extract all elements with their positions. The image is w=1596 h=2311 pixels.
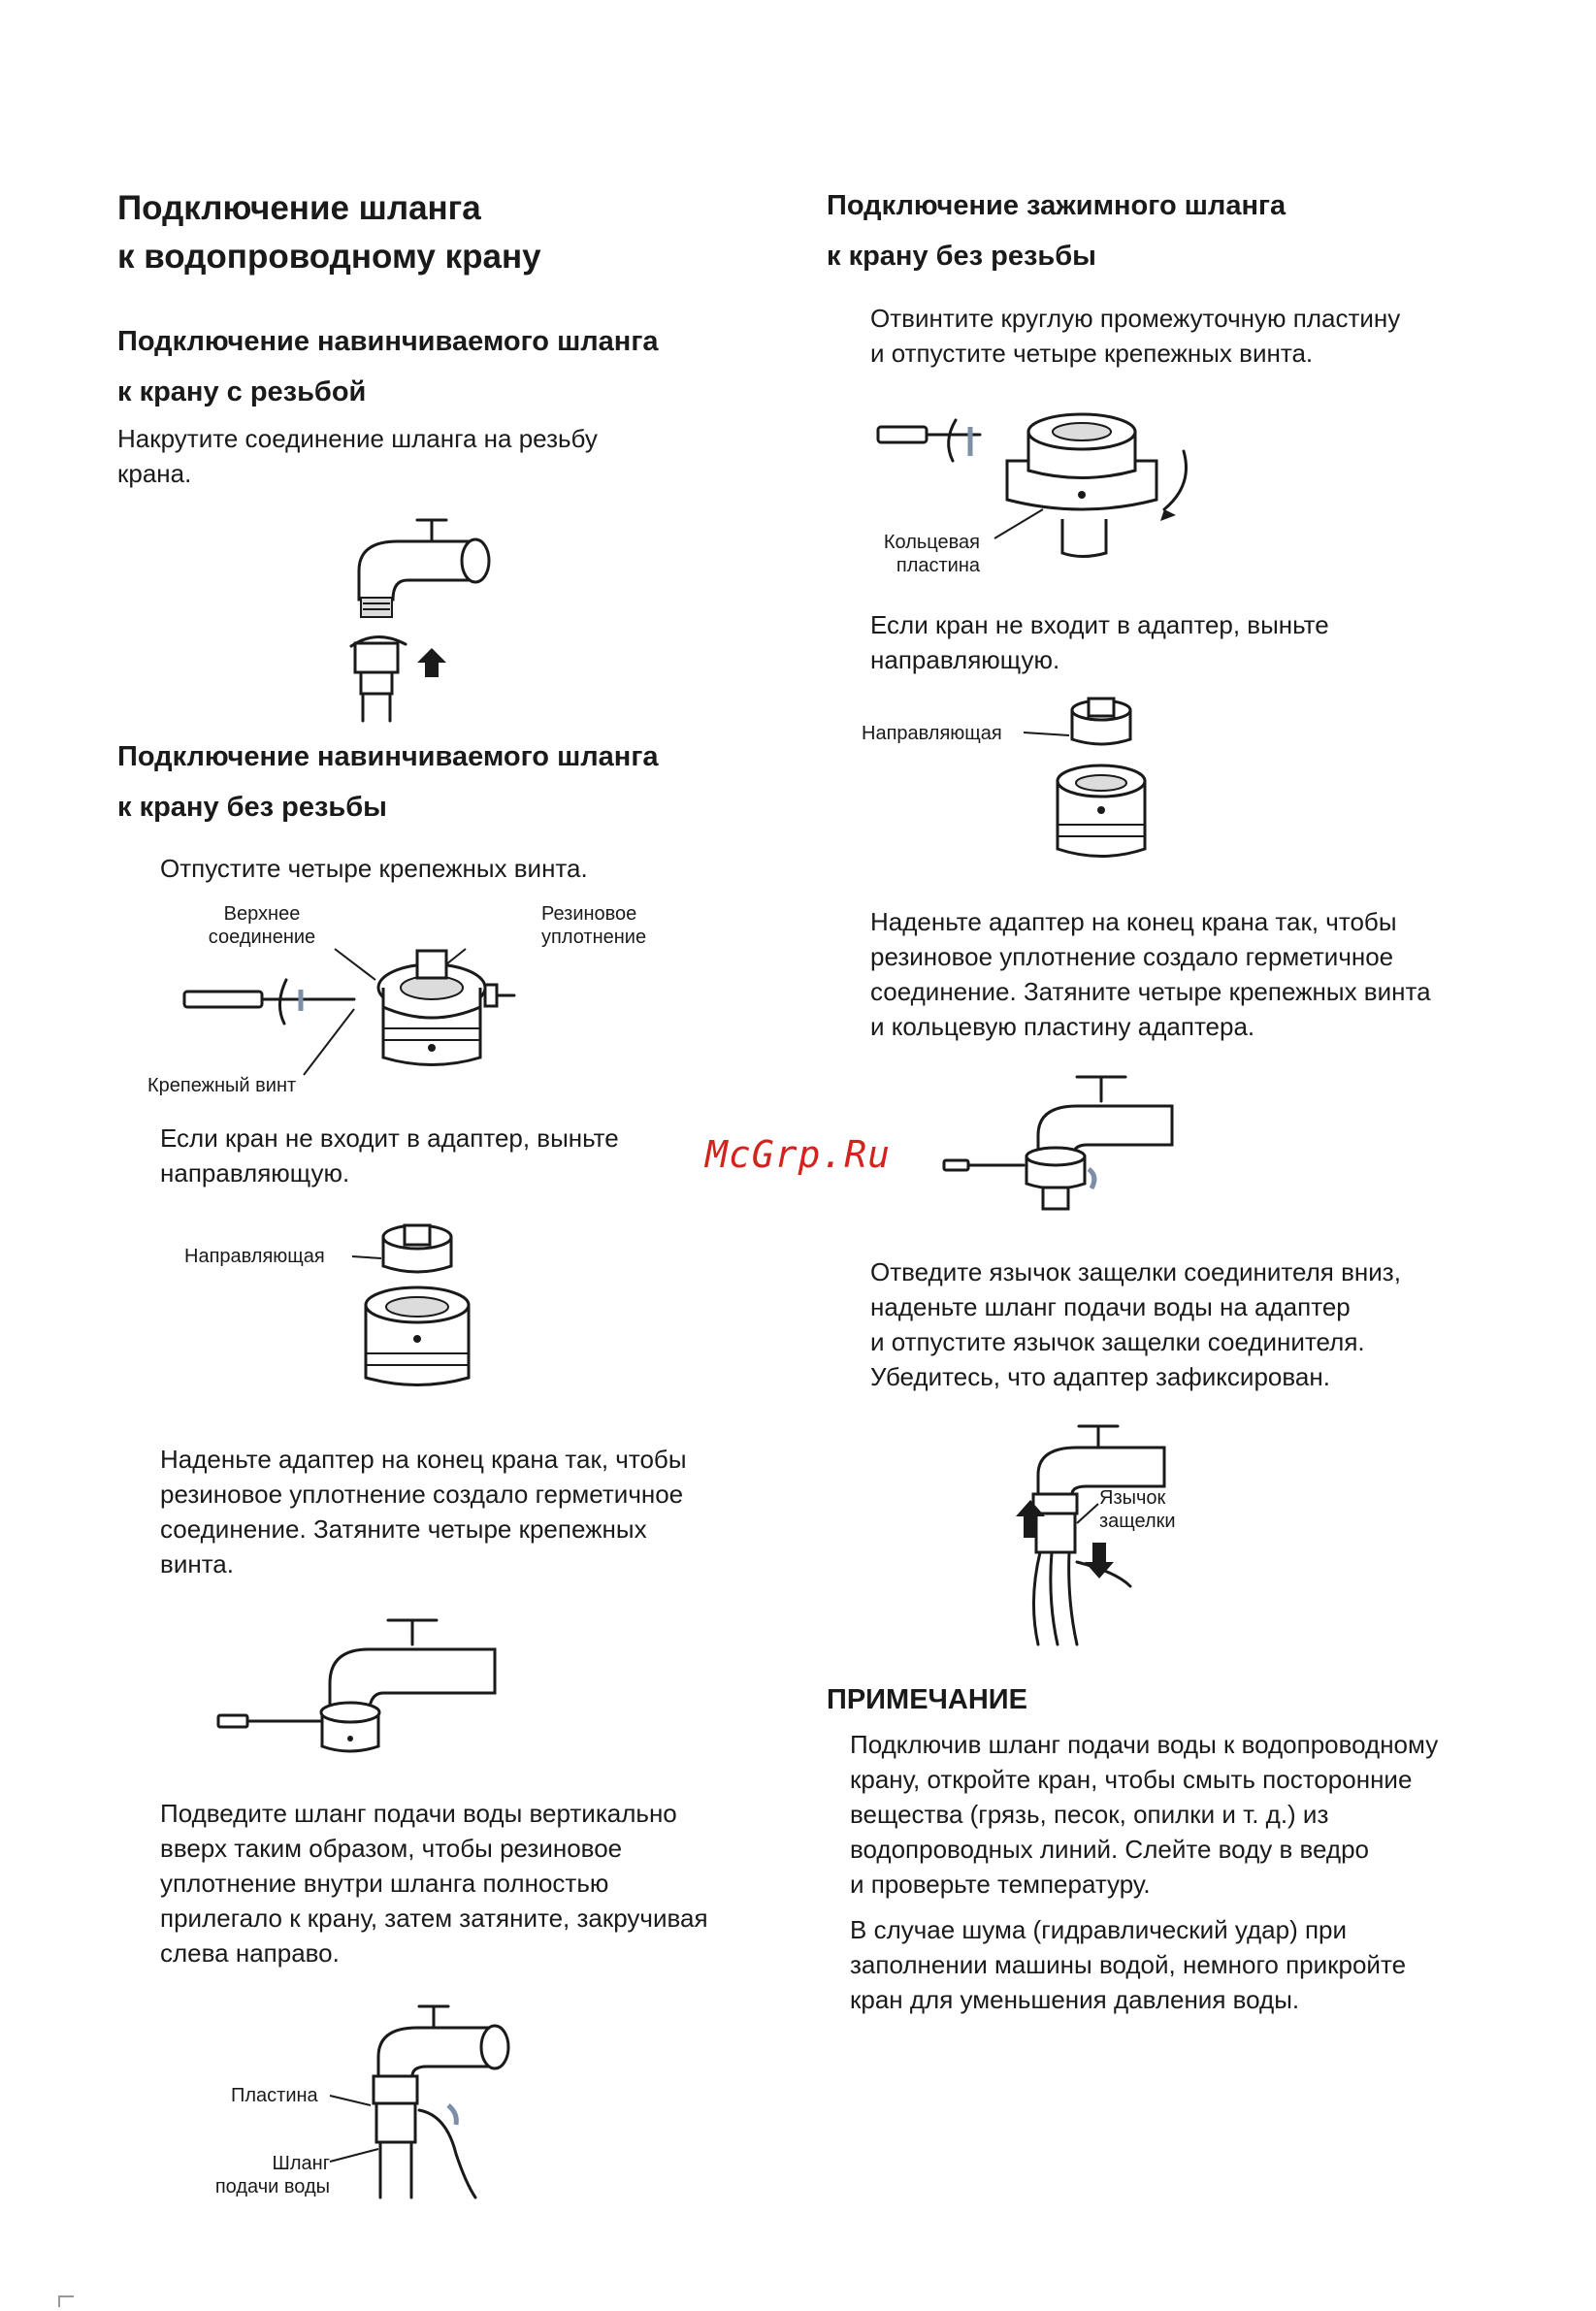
latch-hose-illustration	[1009, 1416, 1184, 1649]
guide-and-adapter-illustration-right	[1028, 689, 1155, 883]
guide-and-adapter-illustration	[354, 1218, 480, 1421]
clamp-step2: Если кран не входит в адаптер, выньте направляющую.	[870, 610, 1329, 674]
note-heading: ПРИМЕЧАНИЕ	[827, 1684, 1027, 1715]
adapter-screw-illustration	[179, 931, 548, 1087]
threaded-faucet-illustration	[340, 512, 505, 726]
label-ring-plate: Кольцевая пластина	[883, 532, 980, 576]
label-upper-connection: Верхнее соединение	[208, 903, 316, 948]
watermark: McGrp.Ru	[705, 1133, 892, 1176]
label-plate: Пластина	[231, 2085, 318, 2106]
unthreaded-step4: Подведите шланг подачи воды вертикально вверх таким образом, чтобы резиновое уплотнение внутри шланга полностью прилегало к крану, затем затяните, закручивая слева направо.	[160, 1799, 708, 1968]
unthreaded-heading: Подключение навинчиваемого шланга к крану без резьбы	[117, 741, 659, 823]
label-guide: Направляющая	[184, 1246, 325, 1267]
threaded-text: Накрутите соединение шланга на резьбу крана.	[117, 424, 598, 488]
clamp-step3: Наденьте адаптер на конец крана так, чтобы резиновое уплотнение создало герметичное соединение. Затяните четыре крепежных винта и кольцевую пластину адаптера.	[870, 907, 1431, 1041]
label-rubber-seal: Резиновое уплотнение	[541, 903, 647, 948]
unthreaded-step3: Наденьте адаптер на конец крана так, чтобы резиновое уплотнение создало герметичное соединение. Затяните четыре крепежных винта.	[160, 1445, 687, 1579]
label-fixing-screw: Крепежный винт	[147, 1075, 297, 1096]
adapter-on-faucet-illustration	[213, 1611, 505, 1766]
label-latch-tab: Язычок защелки	[1099, 1487, 1176, 1532]
ring-plate-adapter-illustration	[873, 393, 1203, 568]
note-paragraph-2: В случае шума (гидравлический удар) при заполнении машины водой, немного прикройте кран для уменьшения давления воды.	[850, 1915, 1407, 2014]
clamp-step4: Отведите язычок защелки соединителя вниз, наденьте шланг подачи воды на адаптер и отпустите язычок защелки соединителя. Убедитесь, что адаптер зафиксирован.	[870, 1257, 1401, 1391]
threaded-heading: Подключение навинчиваемого шланга к крану с резьбой	[117, 326, 659, 407]
clamp-heading: Подключение зажимного шланга к крану без резьбы	[827, 190, 1287, 272]
label-water-hose: Шланг подачи воды	[214, 2153, 330, 2197]
unthreaded-step2: Если кран не входит в адаптер, выньте направляющую.	[160, 1123, 619, 1188]
clamp-step1: Отвинтите круглую промежуточную пластину и отпустите четыре крепежных винта.	[870, 304, 1401, 368]
page-corner-mark	[58, 2295, 74, 2307]
unthreaded-step1: Отпустите четыре крепежных винта.	[160, 854, 588, 883]
note-paragraph-1: Подключив шланг подачи воды к водопроводному крану, откройте кран, чтобы смыть посторонние вещества (грязь, песок, опилки и т. д.) из водопроводных линий. Слейте воду в ведро и проверьте температуру.	[850, 1730, 1439, 1899]
page-title: Подключение шланга к водопроводному крану	[117, 189, 541, 276]
clamp-adapter-on-faucet-illustration	[941, 1067, 1184, 1232]
label-guide-right: Направляющая	[862, 723, 1002, 744]
hose-on-faucet-illustration	[330, 1999, 514, 2202]
